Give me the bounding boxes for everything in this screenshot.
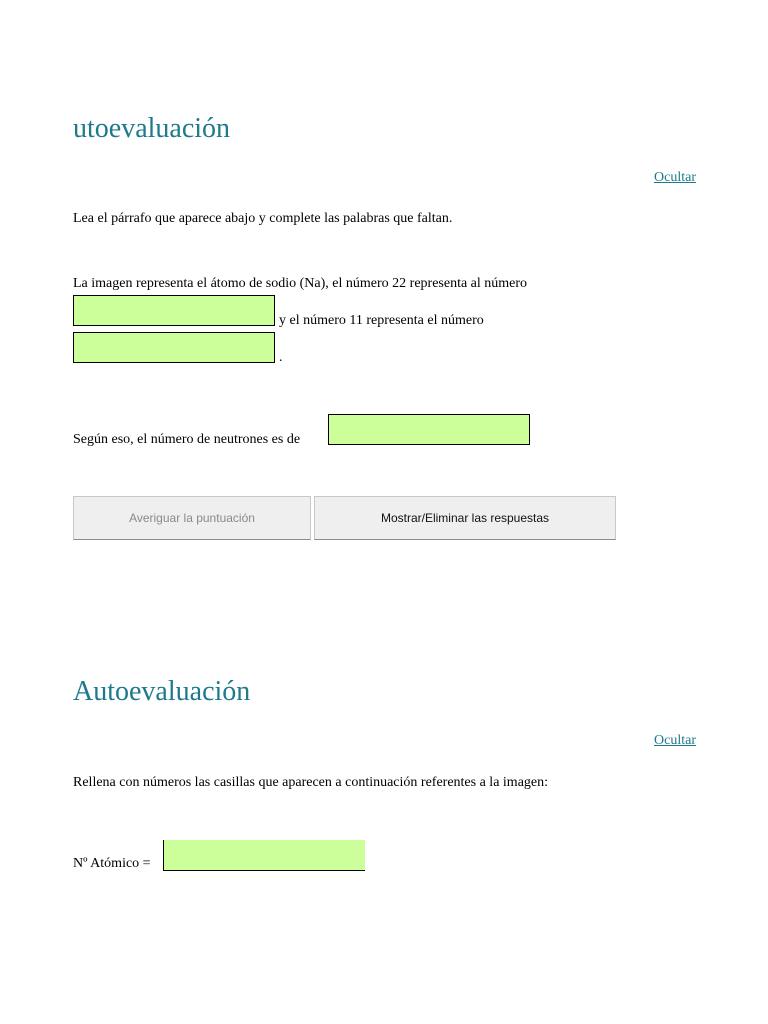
section1-line2: y el número 11 representa el número (279, 313, 484, 328)
neutrons-input[interactable] (328, 414, 530, 445)
section1-instruction: Lea el párrafo que aparece abajo y complete las palabras que faltan. (73, 211, 453, 226)
section1-line3: . (279, 350, 283, 365)
mass-number-input[interactable] (73, 295, 275, 326)
section1-title: utoevaluación (73, 113, 231, 144)
section2-hide-link[interactable]: Ocultar (654, 733, 696, 748)
section1-line4: Según eso, el número de neutrones es de (73, 432, 301, 447)
section1-line1: La imagen representa el átomo de sodio (Na), el número 22 representa al número (73, 276, 528, 291)
section1-hide-link[interactable]: Ocultar (654, 170, 696, 185)
section2-title: Autoevaluación (73, 676, 251, 707)
check-score-button[interactable]: Averiguar la puntuación (73, 496, 311, 540)
toggle-answers-button[interactable]: Mostrar/Eliminar las respuestas (314, 496, 616, 540)
atomic-number-field[interactable] (163, 840, 365, 871)
section2-instruction: Rellena con números las casillas que aparecen a continuación referentes a la imagen: (73, 775, 549, 790)
atomic-number-label: Nº Atómico = (73, 856, 151, 871)
atomic-number-input[interactable] (73, 332, 275, 363)
